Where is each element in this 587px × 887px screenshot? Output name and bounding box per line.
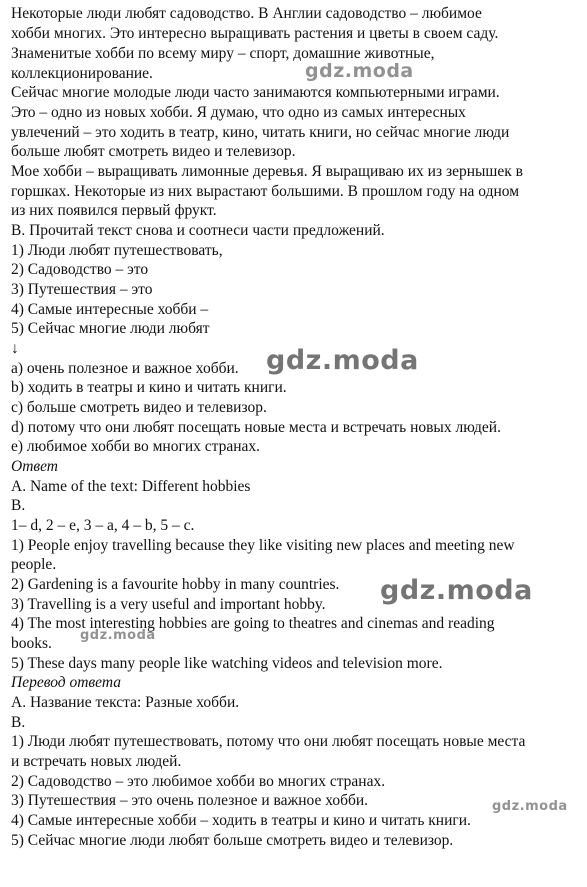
text-line: people.	[11, 556, 57, 573]
text-line: Сейчас многие молодые люди часто занимаются компьютерными играми.	[11, 84, 500, 101]
text-line: 5) Сейчас многие люди любят больше смотреть видео и телевизор.	[11, 832, 454, 849]
text-line: 4) Самые интересные хобби – ходить в театры и кино и читать книги.	[11, 812, 471, 829]
sentence-start-5: 5) Сейчас многие люди любят	[11, 320, 210, 337]
text-line: A. Название текста: Разные хобби.	[11, 694, 240, 711]
text-line: 5) These days many people like watching videos and television more.	[11, 655, 443, 672]
text-line: увлечений – это ходить в театр, кино, читать книги, но сейчас многие люди	[11, 124, 510, 141]
watermark: gdz.moda	[266, 345, 419, 376]
translation-heading: Перевод ответа	[11, 674, 121, 691]
text-line: 1) People enjoy travelling because they like visiting new places and meeting new	[11, 537, 515, 554]
text-line: A. Name of the text: Different hobbies	[11, 478, 251, 495]
sentence-end-e: e) любимое хобби во многих странах.	[11, 438, 261, 455]
text-line: 2) Gardening is a favourite hobby in many countries.	[11, 576, 340, 593]
watermark: gdz.moda	[492, 799, 568, 814]
text-line: Некоторые люди любят садоводство. В Англии садоводство – любимое	[11, 5, 482, 22]
sentence-start-1: 1) Люди любят путешествовать,	[11, 242, 223, 259]
watermark: gdz.moda	[80, 628, 156, 643]
text-line: 4) The most interesting hobbies are going to theatres and cinemas and reading	[11, 615, 495, 632]
answer-key: 1– d, 2 – e, 3 – a, 4 – b, 5 – c.	[11, 517, 195, 534]
sentence-start-3: 3) Путешествия – это	[11, 281, 153, 298]
watermark: gdz.moda	[305, 60, 414, 82]
task-heading: B. Прочитай текст снова и соотнеси части предложений.	[11, 222, 385, 239]
text-line: Знаменитые хобби по всему миру – спорт, домашние животные,	[11, 45, 435, 62]
text-line: и встречать новых людей.	[11, 753, 182, 770]
sentence-end-d: d) потому что они любят посещать новые места и встречать новых людей.	[11, 419, 501, 436]
sentence-start-4: 4) Самые интересные хобби –	[11, 301, 209, 318]
text-line: Это – одно из новых хобби. Я думаю, что одно из самых интересных	[11, 104, 466, 121]
text-line: 3) Travelling is a very useful and important hobby.	[11, 596, 326, 613]
sentence-start-2: 2) Садоводство – это	[11, 261, 149, 278]
sentence-end-b: b) ходить в театры и кино и читать книги.	[11, 379, 287, 396]
watermark: gdz.moda	[380, 575, 533, 606]
sentence-end-a: a) очень полезное и важное хобби.	[11, 360, 239, 377]
text-line: 3) Путешествия – это очень полезное и важное хобби.	[11, 792, 369, 809]
text-line: хобби многих. Это интересно выращивать растения и цветы в своем саду.	[11, 25, 499, 42]
text-line: горшках. Некоторые из них вырастают большими. В прошлом году на одном	[11, 183, 520, 200]
sentence-end-c: c) больше смотреть видео и телевизор.	[11, 399, 267, 416]
text-line: Мое хобби – выращивать лимонные деревья. Я выращиваю их из зернышек в	[11, 163, 523, 180]
text-line: B.	[11, 497, 26, 514]
text-line: 1) Люди любят путешествовать, потому что они любят посещать новые места	[11, 733, 526, 750]
down-arrow-icon: ↓	[11, 340, 19, 357]
text-line: больше любят смотреть видео и телевизор.	[11, 143, 296, 160]
text-line: коллекционирование.	[11, 65, 153, 82]
text-line: из них появился первый фрукт.	[11, 202, 217, 219]
answer-heading: Ответ	[11, 458, 58, 475]
text-line: 2) Садоводство – это любимое хобби во многих странах.	[11, 773, 386, 790]
text-line: B.	[11, 714, 26, 731]
text-line: books.	[11, 635, 52, 652]
